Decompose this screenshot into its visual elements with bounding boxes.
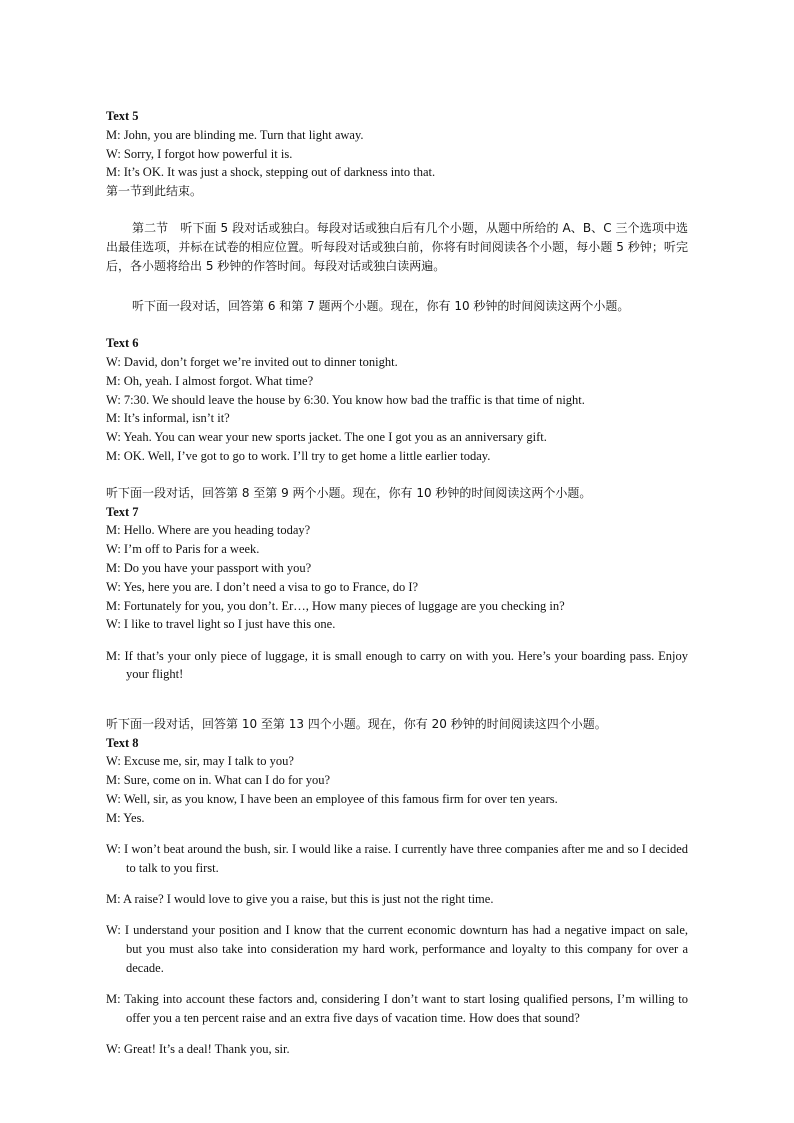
dialogue-line: W: Yeah. You can wear your new sports jacket. The one I got you as an anniversary gift. bbox=[106, 430, 547, 445]
dialogue-line: W: I’m off to Paris for a week. bbox=[106, 542, 260, 557]
dialogue-line: M: Hello. Where are you heading today? bbox=[106, 523, 311, 538]
dialogue-line: M: Oh, yeah. I almost forgot. What time? bbox=[106, 373, 314, 388]
dialogue-line: M: Fortunately for you, you don’t. Er…, How many pieces of luggage are you checking in? bbox=[106, 598, 565, 613]
section-end-note: 第一节到此结束。 bbox=[106, 184, 203, 199]
text-5-heading: Text 5 bbox=[106, 109, 139, 123]
dialogue-line: W: 7:30. We should leave the house by 6:30. You know how bad the traffic is that time of night. bbox=[106, 392, 585, 407]
dialogue-line: W: I like to travel light so I just have this one. bbox=[106, 617, 336, 632]
section-2-intro: 第二节 听下面 5 段对话或独白。每段对话或独白后有几个小题，从题中所给的 A、B、C 三个选项中选出最佳选项，并标在试卷的相应位置。听每段对话或独白前，你将有时间阅读各个小题，每小题 5 秒钟；听完后，各小题将给出 5 秒钟的作答时间。每段对话或独白读两遍。 bbox=[106, 220, 688, 273]
dialogue-line: M: John, you are blinding me. Turn that light away. bbox=[106, 127, 364, 142]
dialogue-line: M: OK. Well, I’ve got to go to work. I’ll try to get home a little earlier today. bbox=[106, 448, 491, 463]
dialogue-line: W: I won’t beat around the bush, sir. I would like a raise. I currently have three companies after me and so I decided to talk to you first. bbox=[106, 842, 688, 875]
dialogue-line: W: Sorry, I forgot how powerful it is. bbox=[106, 146, 293, 161]
dialogue-line: M: Yes. bbox=[106, 810, 145, 825]
text-7-section bbox=[106, 484, 688, 684]
dialogue-line: M: If that’s your only piece of luggage, it is small enough to carry on with you. Here’s your boarding pass. Enjoy your flight! bbox=[106, 648, 688, 682]
text-7-heading: Text 7 bbox=[106, 504, 139, 519]
dialogue-line: M: A raise? I would love to give you a raise, but this is just not the right time. bbox=[106, 892, 494, 907]
text-6-section bbox=[106, 334, 688, 466]
text-6-heading: Text 6 bbox=[106, 336, 139, 351]
dialogue-line: W: David, don’t forget we’re invited out to dinner tonight. bbox=[106, 354, 398, 369]
dialogue-line: W: Well, sir, as you know, I have been an employee of this famous firm for over ten years. bbox=[106, 791, 558, 806]
dialogue-line: M: It’s informal, isn’t it? bbox=[106, 411, 230, 426]
instruction-text-7: 听下面一段对话，回答第 8 至第 9 两个小题。现在，你有 10 秒钟的时间阅读这两个小题。 bbox=[106, 485, 592, 500]
dialogue-line: W: Yes, here you are. I don’t need a visa to go to France, do I? bbox=[106, 579, 419, 594]
text-8-heading: Text 8 bbox=[106, 735, 139, 750]
dialogue-line: M: Sure, come on in. What can I do for you? bbox=[106, 773, 331, 788]
dialogue-line: M: Do you have your passport with you? bbox=[106, 560, 312, 575]
dialogue-line: W: Great! It’s a deal! Thank you, sir. bbox=[106, 1042, 290, 1057]
instruction-text-6: 听下面一段对话，回答第 6 和第 7 题两个小题。现在，你有 10 秒钟的时间阅读这两个小题。 bbox=[132, 299, 630, 314]
dialogue-line: M: It’s OK. It was just a shock, stepping out of darkness into that. bbox=[106, 165, 436, 180]
dialogue-line: M: Taking into account these factors and, considering I don’t want to start losing qualified persons, I’m willing to offer you a ten percent raise and an extra five days of vacation time. How does that sound? bbox=[106, 992, 688, 1026]
dialogue-line: W: I understand your position and I know that the current economic downturn has had a negative impact on sale, but you must also take into consideration my hard work, performance and loyalty to this company for over a decade. bbox=[106, 923, 688, 975]
dialogue-line: W: Excuse me, sir, may I talk to you? bbox=[106, 754, 294, 769]
document-page bbox=[106, 107, 688, 1059]
text-5-section bbox=[106, 107, 688, 201]
text-8-section bbox=[106, 715, 688, 1059]
instruction-text-8: 听下面一段对话，回答第 10 至第 13 四个小题。现在，你有 20 秒钟的时间阅读这四个小题。 bbox=[106, 716, 607, 731]
